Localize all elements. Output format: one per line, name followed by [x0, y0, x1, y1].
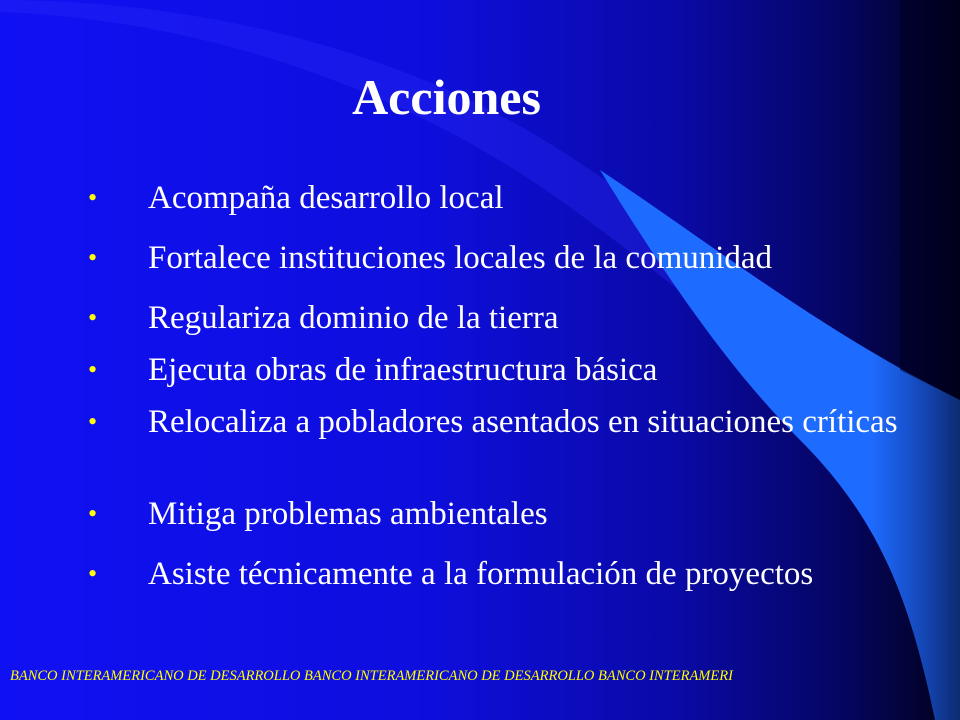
bullet-text: Asiste técnicamente a la formulación de proyectos	[148, 556, 814, 592]
bullet-text: Fortalece instituciones locales de la comunidad	[148, 240, 773, 276]
list-item	[88, 346, 928, 398]
bullet-icon: •	[88, 499, 98, 528]
bullet-icon: •	[88, 303, 98, 332]
bullet-text: Ejecuta obras de infraestructura básica	[148, 352, 658, 388]
bullet-icon: •	[88, 355, 98, 384]
bullet-text: Acompaña desarrollo local	[148, 180, 504, 216]
slide-title: Acciones	[352, 69, 541, 125]
bullet-text: Mitiga problemas ambientales	[148, 496, 548, 532]
list-item	[88, 294, 928, 346]
list-item	[88, 234, 928, 294]
list-item	[88, 174, 928, 234]
footer-text: BANCO INTERAMERICANO DE DESARROLLO BANCO INTERAMERICANO DE DESARROLLO BANCO INTERAMERI	[10, 668, 733, 684]
bullet-text: Relocaliza a pobladores asentados en situaciones críticas	[148, 404, 898, 440]
bullet-text: Regulariza dominio de la tierra	[148, 300, 559, 336]
list-item	[88, 550, 928, 610]
bullet-list	[88, 174, 928, 610]
list-item	[88, 490, 928, 550]
bullet-icon: •	[88, 183, 98, 212]
list-item	[88, 398, 928, 490]
bullet-icon: •	[88, 559, 98, 588]
bullet-icon: •	[88, 243, 98, 272]
bullet-icon: •	[88, 407, 98, 436]
